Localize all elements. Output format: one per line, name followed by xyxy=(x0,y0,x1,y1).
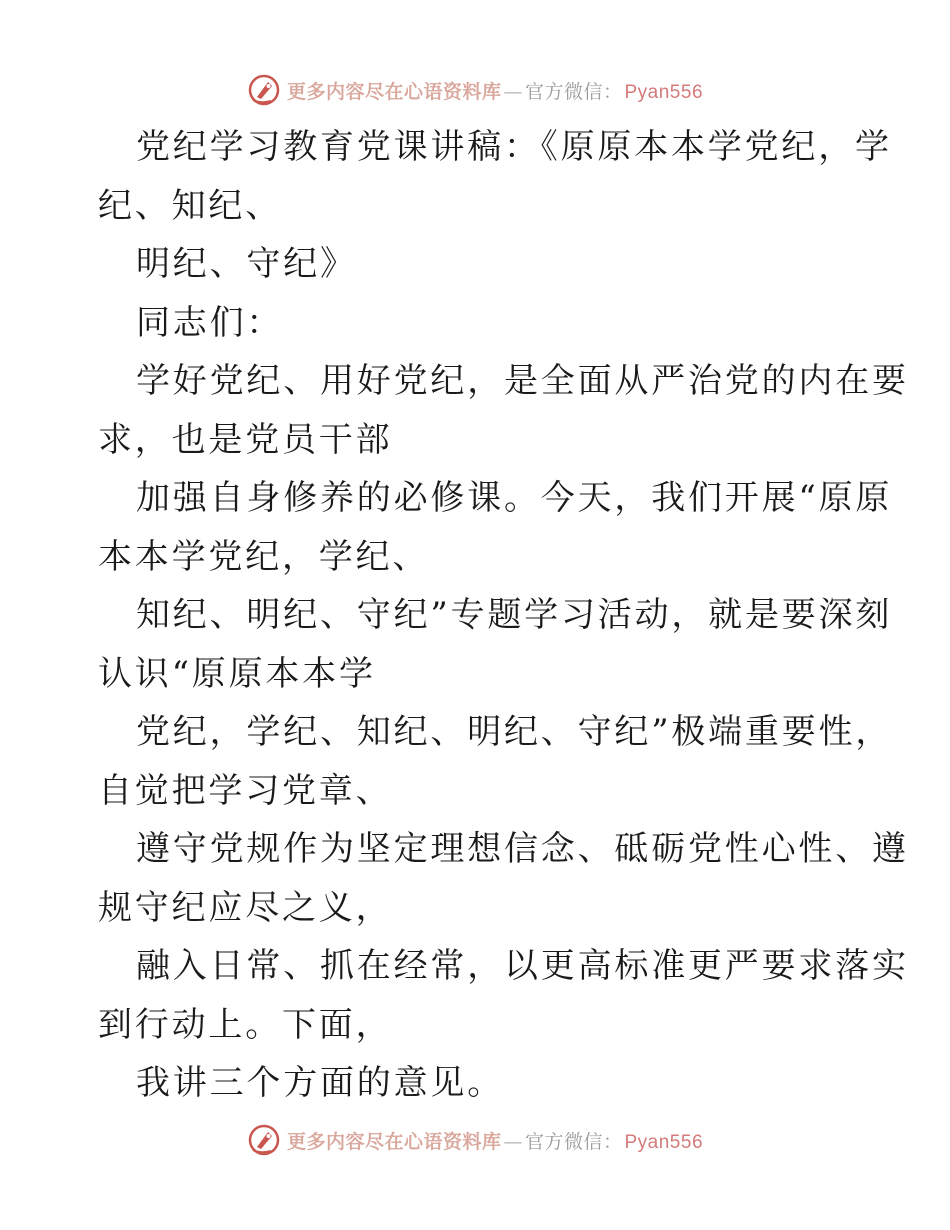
paragraph-line: 党纪，学纪、知纪、明纪、守纪”极端重要性， xyxy=(136,712,893,752)
paragraph-line: 规守纪应尽之义， xyxy=(98,887,393,928)
paragraph-line: 党纪学习教育党课讲稿：《原原本本学党纪，学 xyxy=(136,127,892,167)
paragraph-line: 融入日常、抓在经常，以更高标准更严要求落实 xyxy=(136,946,909,986)
pen-nib-logo-icon xyxy=(247,1123,281,1157)
banner-dash: — xyxy=(503,80,523,103)
paragraph-line: 遵守党规作为坚定理想信念、砥砺党性心性、遵 xyxy=(136,829,909,869)
paragraph-line: 学好党纪、用好党纪，是全面从严治党的内在要 xyxy=(136,361,909,401)
paragraph-line: 认识“原原本本学 xyxy=(98,653,376,694)
pen-nib-logo-icon xyxy=(247,73,281,107)
paragraph-line: 加强自身修养的必修课。今天，我们开展“原原 xyxy=(136,478,893,518)
banner-wechat-id: Pyan556 xyxy=(624,81,704,103)
paragraph-line: 纪、知纪、 xyxy=(98,185,282,226)
banner-dash: — xyxy=(503,1130,523,1153)
paragraph-line: 本本学党纪，学纪、 xyxy=(98,536,430,577)
paragraph-line: 明纪、守纪》 xyxy=(136,244,357,284)
paragraph-line: 知纪、明纪、守纪”专题学习活动，就是要深刻 xyxy=(136,595,893,635)
banner-promo-text: 更多内容尽在心语资料库 xyxy=(286,1130,502,1153)
paragraph-line: 到行动上。下面， xyxy=(98,1004,393,1045)
header-banner xyxy=(0,70,950,110)
paragraph-line: 我讲三个方面的意见。 xyxy=(136,1063,504,1103)
banner-official-label: 官方微信： xyxy=(524,1130,623,1153)
banner-wechat-id: Pyan556 xyxy=(624,1131,704,1153)
banner-official-label: 官方微信： xyxy=(524,80,623,103)
footer-banner xyxy=(0,1120,950,1160)
paragraph-line: 同志们： xyxy=(136,302,284,343)
paragraph-line: 自觉把学习党章、 xyxy=(98,770,393,811)
document-body xyxy=(98,118,909,1113)
paragraph-line: 求，也是党员干部 xyxy=(98,419,393,460)
banner-promo-text: 更多内容尽在心语资料库 xyxy=(286,80,502,103)
